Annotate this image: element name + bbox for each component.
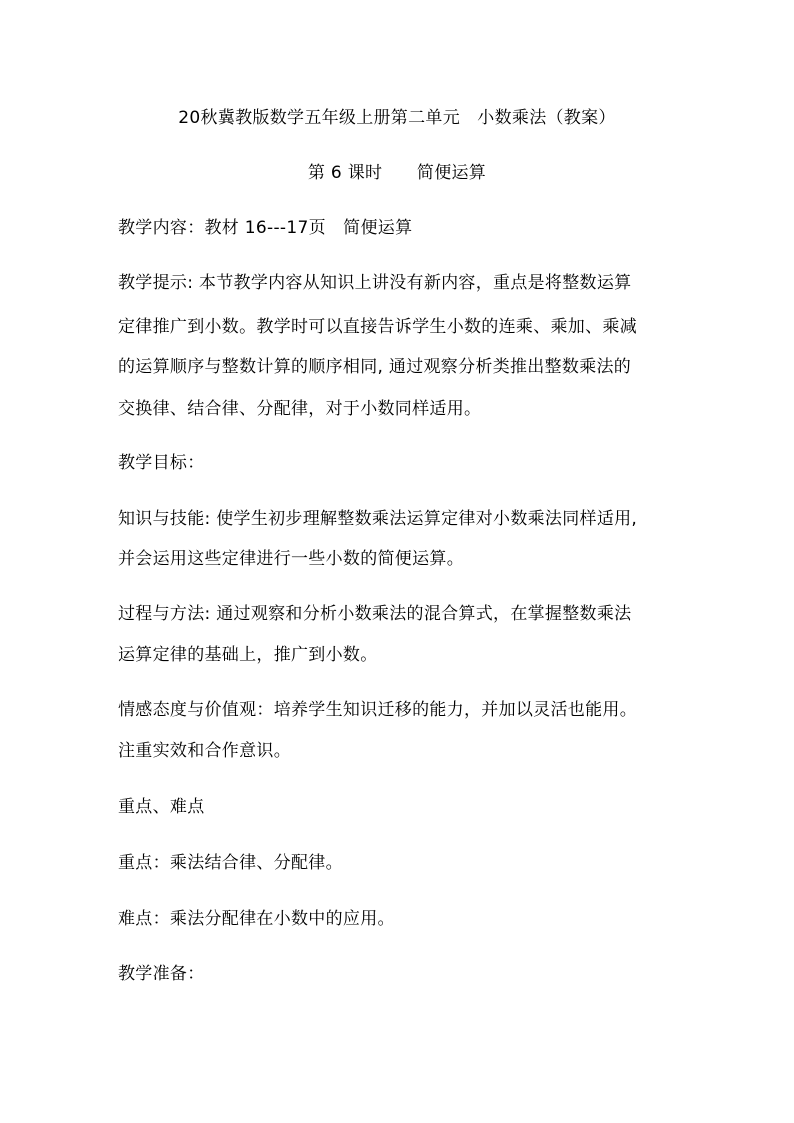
teaching-prep-heading: 教学准备： xyxy=(118,964,205,984)
knowledge-line-1: 知识与技能: 使学生初步理解整数乘法运算定律对小数乘法同样适用, xyxy=(118,509,638,529)
tips-line-2: 定律推广到小数。教学时可以直接告诉学生小数的连乘、乘加、乘减 xyxy=(118,317,637,337)
document-title: 20秋冀教版数学五年级上册第二单元 小数乘法（教案） xyxy=(178,108,616,128)
process-line-1: 过程与方法: 通过观察和分析小数乘法的混合算式，在掌握整数乘法 xyxy=(118,604,632,624)
tips-line-4: 交换律、结合律、分配律，对于小数同样适用。 xyxy=(118,399,482,419)
teaching-content-line: 教学内容：教材 16---17页 简便运算 xyxy=(118,218,413,238)
lesson-subtitle: 第 6 课时 简便运算 xyxy=(307,163,487,183)
process-line-2: 运算定律的基础上，推广到小数。 xyxy=(118,645,378,665)
tips-line-3: 的运算顺序与整数计算的顺序相同, 通过观察分析类推出整数乘法的 xyxy=(118,357,632,377)
emotion-line-2: 注重实效和合作意识。 xyxy=(118,741,291,761)
key-point-line: 重点：乘法结合律、分配律。 xyxy=(118,853,343,873)
tips-line-1: 教学提示: 本节教学内容从知识上讲没有新内容，重点是将整数运算 xyxy=(118,273,632,293)
difficult-point-line: 难点：乘法分配律在小数中的应用。 xyxy=(118,909,395,929)
key-difficult-heading: 重点、难点 xyxy=(118,797,205,817)
emotion-line-1: 情感态度与价值观：培养学生知识迁移的能力，并加以灵活也能用。 xyxy=(118,700,637,720)
knowledge-line-2: 并会运用这些定律进行一些小数的简便运算。 xyxy=(118,549,464,569)
goals-heading: 教学目标： xyxy=(118,453,205,473)
